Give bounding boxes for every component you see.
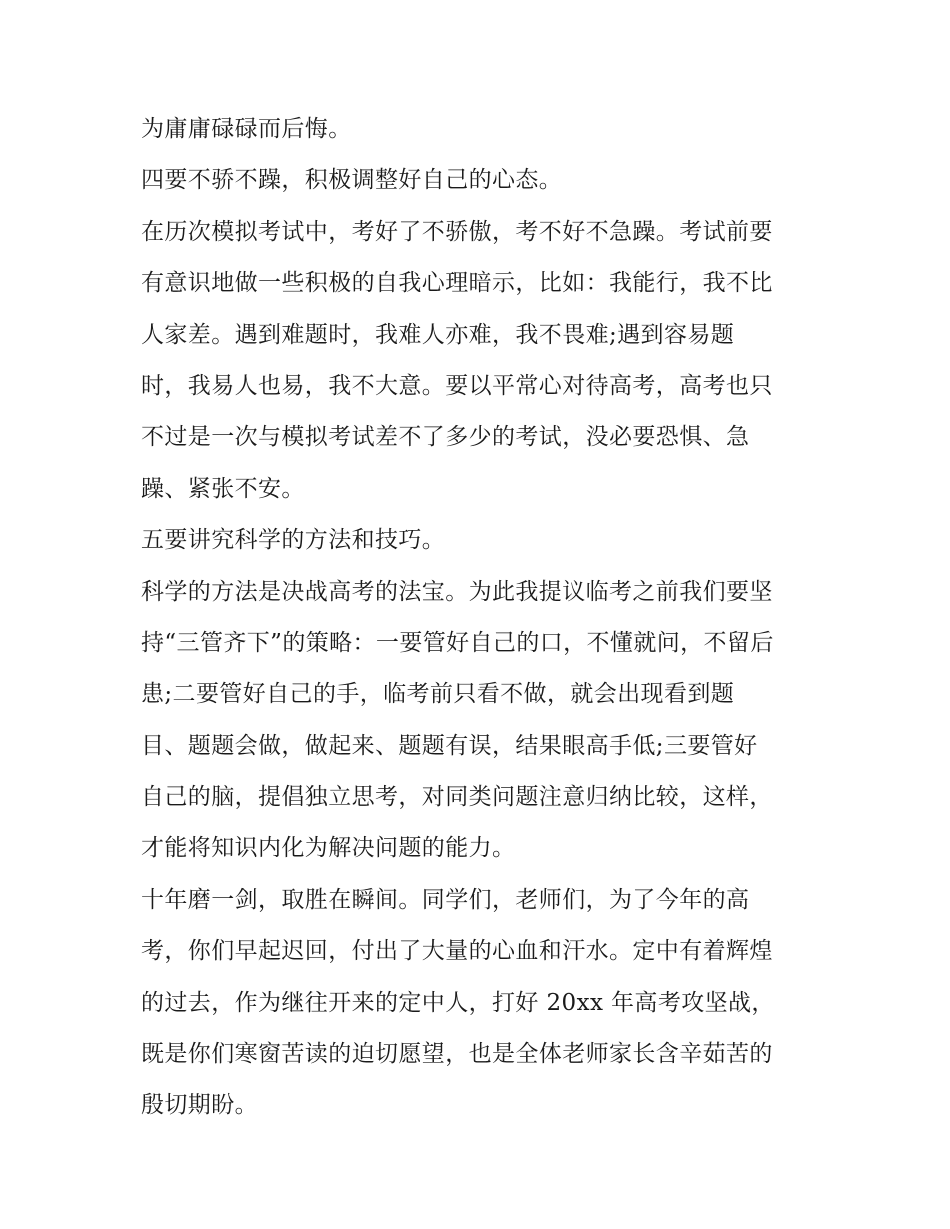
text-line: 不过是一次与模拟考试差不了多少的考试，没必要恐惧、急 — [141, 424, 750, 451]
text-line: 才能将知识内化为解决问题的能力。 — [141, 835, 516, 862]
section-heading: 四要不骄不躁，积极调整好自己的心态。 — [141, 167, 563, 194]
text-line: 时，我易人也易，我不大意。要以平常心对待高考，高考也只 — [141, 372, 773, 399]
text-line: 十年磨一剑，取胜在瞬间。同学们，老师们，为了今年的高 — [141, 886, 750, 913]
text-line: 考，你们早起迟回，付出了大量的心血和汗水。定中有着辉煌 — [141, 938, 773, 965]
text-line: 既是你们寒窗苦读的迫切愿望，也是全体老师家长含辛茹苦的 — [141, 1041, 773, 1068]
section-heading: 五要讲究科学的方法和技巧。 — [141, 527, 446, 554]
text-line: 自己的脑，提倡独立思考，对同类问题注意归纳比较，这样， — [141, 784, 773, 811]
text-line: 持“三管齐下”的策略：一要管好自己的口，不懂就问，不留后 — [141, 629, 774, 656]
text-line: 患;二要管好自己的手，临考前只看不做，就会出现看到题 — [141, 681, 735, 708]
text-line: 科学的方法是决战高考的法宝。为此我提议临考之前我们要坚 — [141, 578, 773, 605]
text-line: 有意识地做一些积极的自我心理暗示，比如：我能行，我不比 — [141, 270, 773, 297]
text-line: 的过去，作为继往开来的定中人，打好 20xx 年高考攻坚战， — [141, 989, 775, 1016]
text-line: 为庸庸碌碌而后悔。 — [141, 116, 352, 142]
text-line: 目、题题会做，做起来、题题有误，结果眼高手低;三要管好 — [141, 732, 758, 759]
document-body — [141, 111, 821, 1139]
text-line: 在历次模拟考试中，考好了不骄傲，考不好不急躁。考试前要 — [141, 218, 773, 245]
text-line: 人家差。遇到难题时，我难人亦难，我不畏难;遇到容易题 — [141, 321, 735, 348]
text-line: 躁、紧张不安。 — [141, 475, 305, 502]
text-line: 殷切期盼。 — [141, 1092, 258, 1119]
